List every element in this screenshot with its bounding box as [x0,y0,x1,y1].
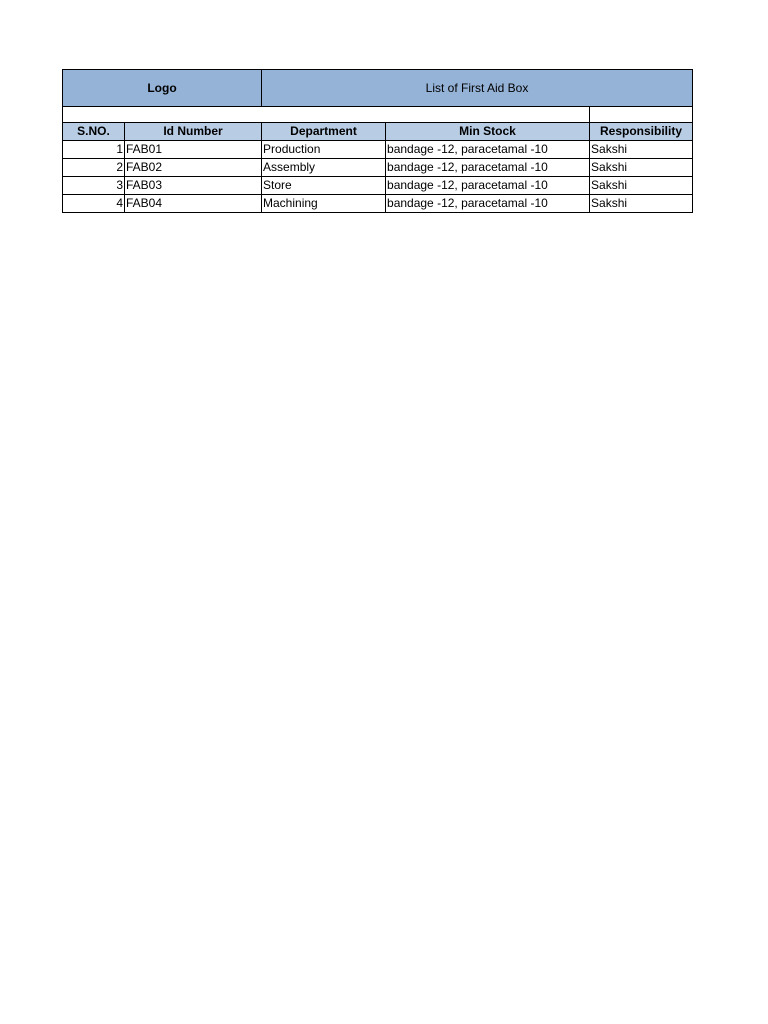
column-header-id-number: Id Number [125,123,262,141]
min-stock-cell: bandage -12, paracetamal -10 [386,141,590,159]
column-header-min-stock: Min Stock [386,123,590,141]
first-aid-box-table [62,69,693,213]
column-header-department: Department [262,123,386,141]
blank-cell [590,107,693,123]
responsibility-cell: Sakshi [590,159,693,177]
column-header-row [63,123,693,141]
min-stock-cell: bandage -12, paracetamal -10 [386,195,590,213]
department-cell: Machining [262,195,386,213]
page-title: List of First Aid Box [262,70,693,107]
responsibility-cell: Sakshi [590,141,693,159]
responsibility-cell: Sakshi [590,195,693,213]
min-stock-cell: bandage -12, paracetamal -10 [386,159,590,177]
column-header-sno: S.NO. [63,123,125,141]
sno-cell: 1 [63,141,125,159]
id-number-cell: FAB04 [125,195,262,213]
blank-cell [63,107,590,123]
min-stock-cell: bandage -12, paracetamal -10 [386,177,590,195]
department-cell: Production [262,141,386,159]
blank-row [63,107,693,123]
table-row [63,195,693,213]
id-number-cell: FAB03 [125,177,262,195]
title-row [63,70,693,107]
logo-cell: Logo [63,70,262,107]
id-number-cell: FAB01 [125,141,262,159]
department-cell: Store [262,177,386,195]
table-row [63,177,693,195]
sno-cell: 2 [63,159,125,177]
table-row [63,159,693,177]
department-cell: Assembly [262,159,386,177]
sno-cell: 4 [63,195,125,213]
table-row [63,141,693,159]
sno-cell: 3 [63,177,125,195]
id-number-cell: FAB02 [125,159,262,177]
responsibility-cell: Sakshi [590,177,693,195]
column-header-responsibility: Responsibility [590,123,693,141]
